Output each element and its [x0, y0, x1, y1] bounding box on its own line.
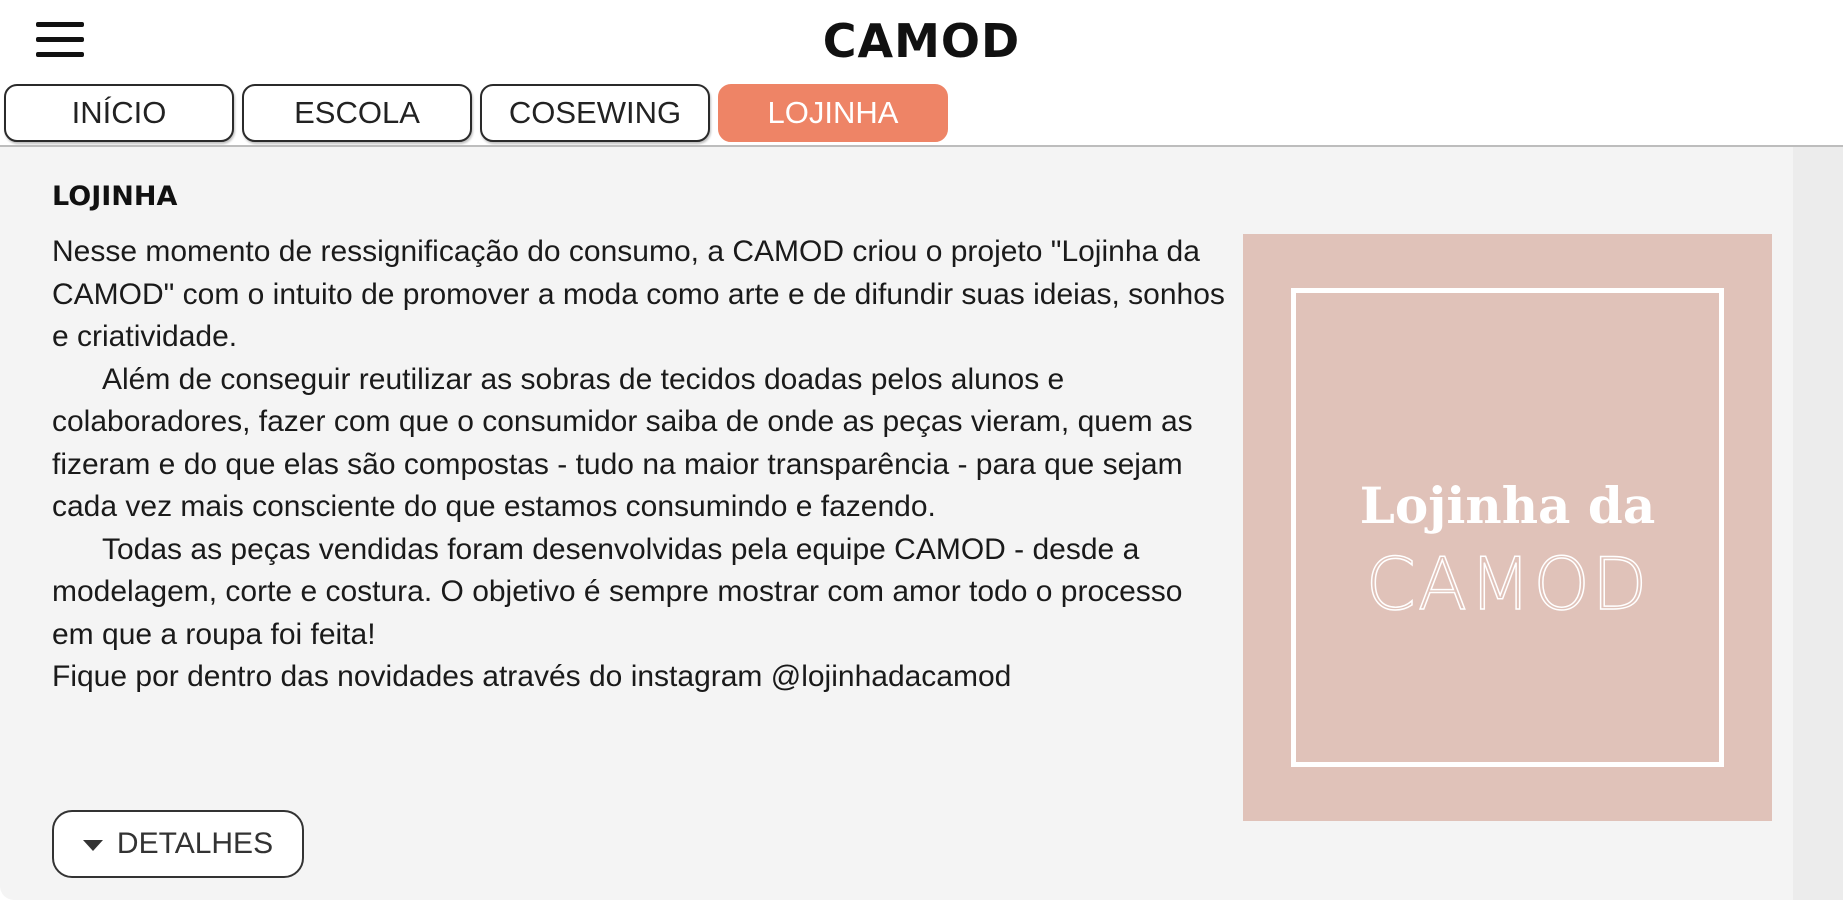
panel-edge: [1793, 147, 1843, 900]
section-title: LOJINHA: [52, 181, 178, 212]
paragraph-production: Todas as peças vendidas foram desenvolvidas pela equipe CAMOD - desde a modelagem, corte e costura. O objetivo é sempre mostrar com amor todo o processo em que a roupa foi feita!: [52, 532, 1183, 651]
logo-text-line1: Lojinha da: [1359, 476, 1656, 535]
paragraph-reuse: Além de conseguir reutilizar as sobras de tecidos doadas pelos alunos e colaboradores, fazer com que o consumidor saiba de onde as peças vieram, quem as fizeram e do que elas são compostas - tudo na maior transparência - para que sejam cada vez mais consciente do que estamos consumindo e fazendo.: [52, 362, 1193, 523]
tab-cosewing[interactable]: COSEWING: [480, 84, 710, 142]
content-panel: [0, 145, 1843, 900]
lojinha-logo-image: [1243, 234, 1772, 821]
details-button[interactable]: [52, 810, 304, 878]
paragraph-instagram: Fique por dentro das novidades através do instagram @lojinhadacamod: [52, 660, 1012, 693]
details-label: DETALHES: [116, 827, 274, 860]
caret-down-icon: [83, 840, 103, 851]
tab-lojinha[interactable]: LOJINHA: [718, 84, 948, 142]
top-bar: [0, 0, 1843, 84]
section-body: [52, 231, 1232, 699]
tab-escola[interactable]: ESCOLA: [242, 84, 472, 142]
app-title: CAMOD: [822, 14, 1021, 68]
paragraph-intro: Nesse momento de ressignificação do consumo, a CAMOD criou o projeto "Lojinha da CAMOD" com o intuito de promover a moda como arte e de difundir suas ideias, sonhos e criatividade.: [52, 235, 1225, 353]
logo-text-line2: CAMOD: [1365, 542, 1650, 626]
tab-inicio[interactable]: INÍCIO: [4, 84, 234, 142]
